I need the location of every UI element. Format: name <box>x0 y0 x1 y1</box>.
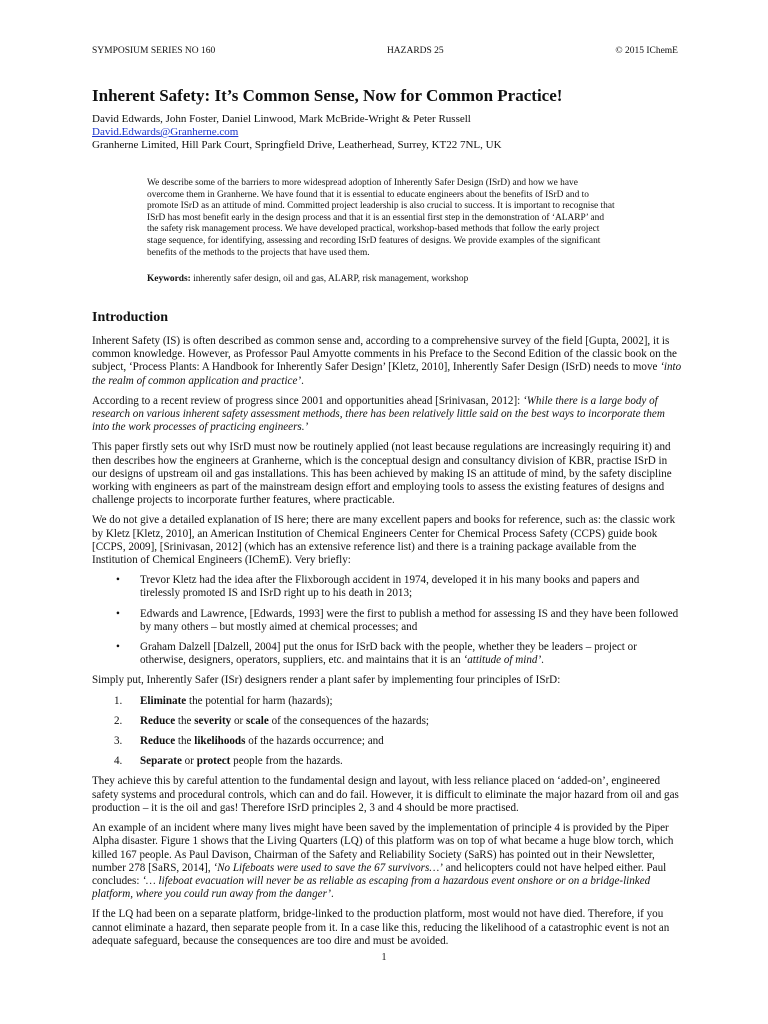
paragraph: According to a recent review of progress since 2001 and opportunities ahead [Srinivasan, 2012]: ‘While there is a large body of research on various inherent safety assessment methods, there has been relatively little said on the best ways to incorporate them into the work processes of practicing engineers.’ <box>92 394 665 434</box>
list-item: 1. Eliminate the potential for harm (hazards); <box>114 694 333 707</box>
paragraph: An example of an incident where many lives might have been saved by the implementation of principle 4 is provided by the Piper Alpha disaster. Figure 1 shows that the Living Quarters (LQ) of this platform was on top of what became a huge blow torch, which killed 167 people. As Paul Davison, Chairman of the Safety and Reliability Society (SaRS) has pointed out in their Newsletter, number 278 [SaRS, 2014], ‘No Lifeboats were used to save the 67 survivors…’ and helicopters could not have helped either. Paul concludes: ‘… lifeboat evacuation will never be as reliable as escaping from a hazardous event onshore or on a bridge-linked platform, where you could run away from the danger’. <box>92 822 674 901</box>
author-email-link[interactable]: David.Edwards@Granherne.com <box>92 126 239 138</box>
paragraph: They achieve this by careful attention to the fundamental design and layout, with less reliance placed on ‘added-on’, engineered safety systems and procedural controls, which can and do fail. However, it is difficult to eliminate the major hazard from oil and gas production – it is the oil and gas! Therefore ISrD principles 2, 3 and 4 should be more practised. <box>92 775 679 814</box>
header-conference: HAZARDS 25 <box>386 46 444 56</box>
author-list: David Edwards, John Foster, Daniel Linwood, Mark McBride-Wright & Peter Russell <box>92 113 471 125</box>
affiliation: Granherne Limited, Hill Park Court, Springfield Drive, Leatherhead, Surrey, KT22 7NL, UK <box>92 139 502 151</box>
keywords <box>147 274 617 284</box>
paragraph: We do not give a detailed explanation of IS here; there are many excellent papers and books for reference, such as: the classic work by Kletz [Kletz, 2010], an American Institution of Chemical Engineers Center for Chemical Process Safety (CCPS) guide book [CCPS, 2009], [Srinivasan, 2012] (which has an extensive reference list) and there is a training package available from the Institution of Chemical Engineers (IChemE). Very briefly: <box>92 514 676 567</box>
header-series: SYMPOSIUM SERIES NO 160 <box>92 46 216 56</box>
bullet-symbol: • <box>116 607 120 620</box>
list-item: • Edwards and Lawrence, [Edwards, 1993] were the first to publish a method for assessing IS and they have been followed by many others – but mostly aimed at chemical processes; and <box>116 607 679 633</box>
paragraph: If the LQ had been on a separate platform, bridge-linked to the production platform, most would not have died. Therefore, if you cannot eliminate a hazard, then separate people from it. In a case like this, reducing the likelihood of a catastrophic event is not an adequate safeguard, because the consequences are too dire and must be avoided. <box>92 908 670 947</box>
bullet-list <box>92 574 682 667</box>
introduction-body <box>92 335 682 955</box>
section-heading-introduction: Introduction <box>92 310 168 325</box>
principles-list <box>92 695 682 769</box>
list-item: • Graham Dalzell [Dalzell, 2004] put the onus for ISrD back with the people, whether they be leaders – project or otherwise, designers, operators, suppliers, etc. and maintains that it is an ‘attitude of mind’. <box>116 641 637 667</box>
keywords-label: Keywords: <box>147 274 191 284</box>
header-copyright: © 2015 IChemE <box>615 46 678 56</box>
paper-title: Inherent Safety: It’s Common Sense, Now for Common Practice! <box>92 86 563 105</box>
bullet-symbol: • <box>116 574 120 587</box>
running-header <box>92 46 678 56</box>
paragraph: Simply put, Inherently Safer (ISr) designers render a plant safer by implementing four principles of ISrD: <box>92 674 561 687</box>
bullet-symbol: • <box>116 641 120 654</box>
paragraph: Inherent Safety (IS) is often described as common sense and, according to a comprehensive survey of the field [Gupta, 2002], it is common knowledge. However, as Professor Paul Amyotte comments in his Preface to the Second Edition of the classic book on the subject, ‘Process Plants: A Handbook for Inherently Safer Design’ [Kletz, 2010], Inherently Safer Design (ISrD) needs to move ‘into the realm of common application and practice’. <box>92 335 682 387</box>
list-item: 4. Separate or protect people from the hazards. <box>114 755 343 768</box>
paragraph: This paper firstly sets out why ISrD must now be routinely applied (not least because regulations are increasingly requiring it) and then describes how the engineers at Granherne, which is the conceptual design and consultancy division of KBR, practise ISrD in our designs of upstream oil and gas installations. This has been achieved by making IS an attitude of mind, by the safety discipline working with engineers as part of the mainstream design effort and employing tools to assess the existing features of designs and challenge projects to incorporate further features, where practicable. <box>92 441 672 507</box>
list-item: 3. Reduce the likelihoods of the hazards occurrence; and <box>114 735 384 748</box>
list-item: • Trevor Kletz had the idea after the Flixborough accident in 1974, developed it in his many books and papers and tirelessly promoted IS and ISrD right up to his death in 2013; <box>116 574 640 600</box>
page-number: 1 <box>381 952 387 963</box>
author-block <box>92 113 692 152</box>
keywords-list: inherently safer design, oil and gas, ALARP, risk management, workshop <box>190 274 469 284</box>
list-item: 2. Reduce the severity or scale of the consequences of the hazards; <box>114 714 429 727</box>
abstract: We describe some of the barriers to more widespread adoption of Inherently Safer Design (ISrD) and how we have overcome them in Granherne. We have found that it is essential to educate engineers about the benefits of ISrD and to promote ISrD as an attitude of mind. Committed project leadership is also crucial to success. It is important to recognise that ISrD has most benefit early in the design process and that it is an essential first step in the demonstration of ‘ALARP’ and the safety risk management process. We have developed practical, workshop-based methods that follow the early project stage sequence, for identifying, assessing and recording ISrD features of designs. We provide examples of the significant benefits of the methods to the projects that have used them. <box>147 178 615 258</box>
